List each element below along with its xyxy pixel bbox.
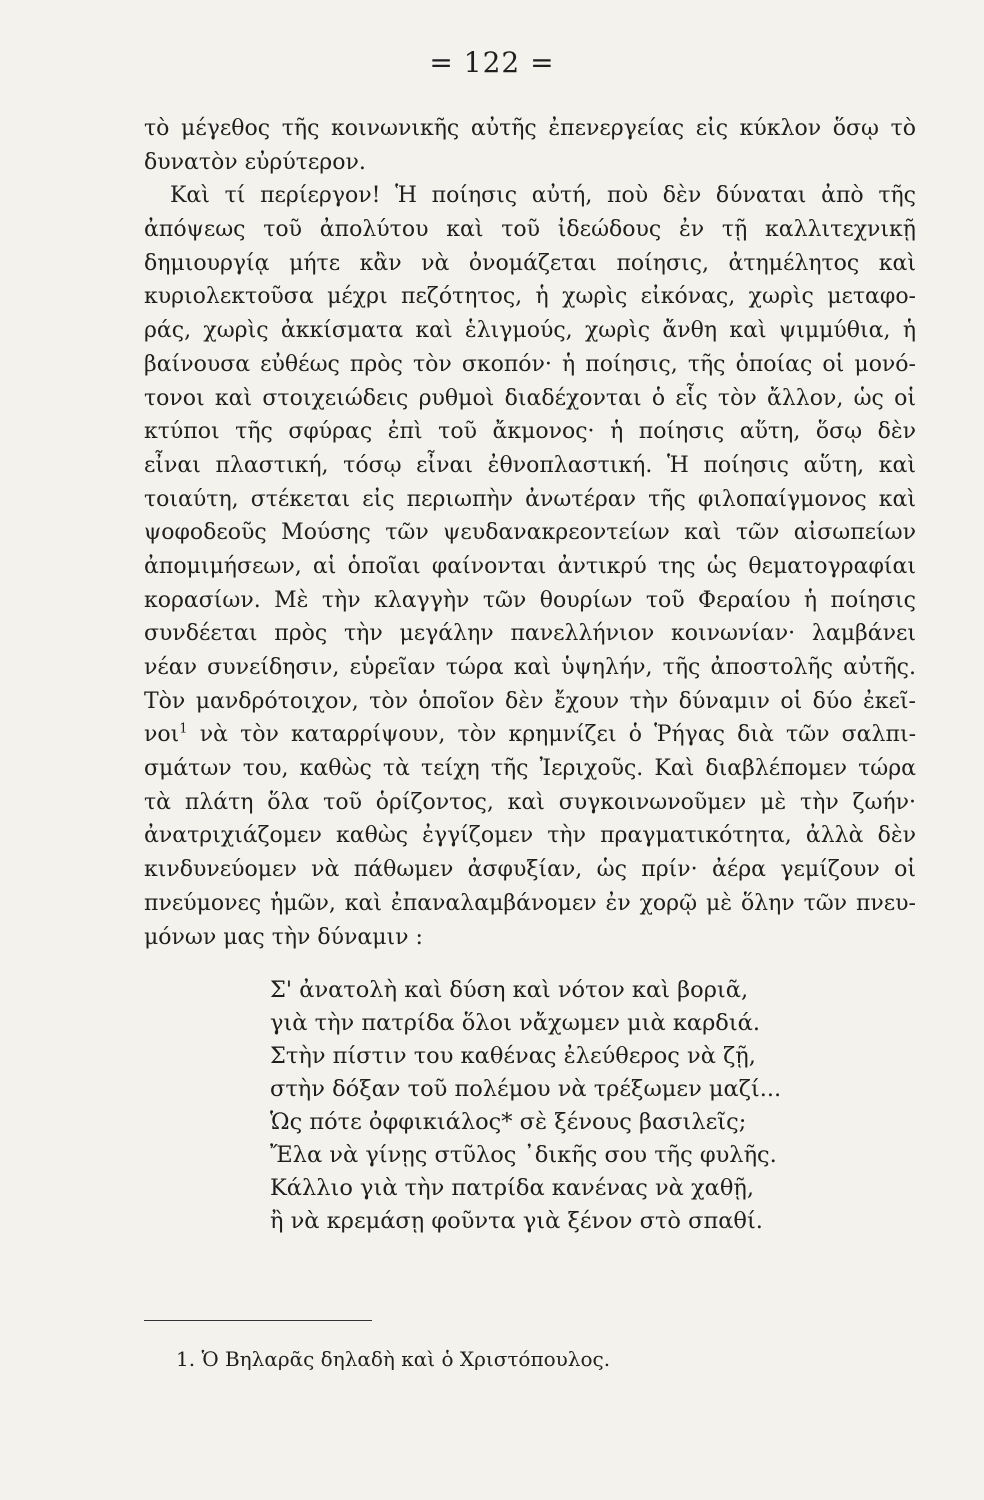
text-line: ψοφοδεοῦς Μούσης τῶν ψευδανακρεοντείων καὶ τῶν αἰσωπείων <box>144 520 916 546</box>
text-line: τονοι καὶ στοιχειώδεις ρυθμοὶ διαδέχονται ὁ εἷς τὸν ἄλλον, ὡς οἱ <box>144 385 916 411</box>
text-line: τὸ μέγεθος τῆς κοινωνικῆς αὐτῆς ἐπενεργείας εἰς κύκλον ὅσῳ τὸ <box>144 116 916 141</box>
text-line: Καὶ τί περίεργον! Ἡ ποίησις αὐτή, ποὺ δὲν δύναται ἀπὸ τῆς <box>170 183 916 209</box>
text-line: νέαν συνείδησιν, εὑρεῖαν τώρα καὶ ὑψηλήν, τῆς ἀποστολῆς αὐτῆς. <box>144 655 916 680</box>
text-line: συνδέεται πρὸς τὴν μεγάλην πανελλήνιον κοινωνίαν· λαμβάνει <box>144 621 916 647</box>
text-line: κινδυνεύομεν νὰ πάθωμεν ἀσφυξίαν, ὡς πρίν· ἀέρα γεμίζουν οἱ <box>144 857 916 883</box>
text-line: δυνατὸν εὐρύτερον. <box>144 149 366 175</box>
poem-line: Σ' ἀνατολὴ καὶ δύση καὶ νότον καὶ βοριᾶ, <box>270 977 749 1003</box>
text-line: ράς, χωρὶς ἀκκίσματα καὶ ἑλιγμούς, χωρὶς ἄνθη καὶ ψιμμύθια, ἡ <box>144 318 916 344</box>
text-line: εἶναι πλαστική, τόσῳ εἶναι ἐθνοπλαστική. Ἡ ποίησις αὕτη, καὶ <box>144 452 916 478</box>
text-line: κορασίων. Μὲ τὴν κλαγγὴν τῶν θουρίων τοῦ Φεραίου ἡ ποίησις <box>144 587 916 613</box>
text-line: Τὸν μανδρότοιχον, τὸν ὁποῖον δὲν ἔχουν τὴν δύναμιν οἱ δύο ἐκεῖ- <box>144 688 916 714</box>
page-number: = 122 = <box>429 46 555 79</box>
poem-line: Ἔλα νὰ γίνῃς στῦλος ᾽δικῆς σου τῆς φυλῆς. <box>270 1142 777 1168</box>
text-line: τὰ πλάτη ὅλα τοῦ ὁρίζοντος, καὶ συγκοινωνοῦμεν μὲ τὴν ζωήν· <box>144 789 916 815</box>
poem-stanza <box>270 974 830 1238</box>
text-line: βαίνουσα εὐθέως πρὸς τὸν σκοπόν· ἡ ποίησις, τῆς ὁποίας οἱ μονό- <box>144 351 916 377</box>
text-line: κυριολεκτοῦσα μέχρι πεζότητος, ἡ χωρὶς εἰκόνας, χωρὶς μεταφο- <box>144 284 916 310</box>
text-line-with-footnote <box>144 718 916 752</box>
body-text <box>144 112 916 954</box>
footnote-divider <box>144 1320 372 1321</box>
poem-line: Ὡς πότε ὀφφικιάλος* σὲ ξένους βασιλεῖς; <box>270 1109 747 1135</box>
footnote: 1. Ὁ Βηλαρᾶς δηλαδὴ καὶ ὁ Χριστόπουλος. <box>176 1347 611 1371</box>
text-fragment: νοι <box>144 722 180 748</box>
footnote-marker: 1 <box>179 722 188 738</box>
poem-line: ἢ νὰ κρεμάσῃ φοῦντα γιὰ ξένον στὸ σπαθί. <box>270 1208 763 1234</box>
text-line: ἀνατριχιάζομεν καθὼς ἐγγίζομεν τὴν πραγματικότητα, ἀλλὰ δὲν <box>144 823 916 849</box>
text-line: σμάτων του, καθὼς τὰ τείχη τῆς Ἰεριχοῦς. Καὶ διαβλέπομεν τώρα <box>144 756 916 782</box>
poem-line: γιὰ τὴν πατρίδα ὅλοι νἄχωμεν μιὰ καρδιά. <box>270 1010 761 1036</box>
text-line: δημιουργίᾳ μήτε κἂν νὰ ὀνομάζεται ποίησις, ἀτημέλητος καὶ <box>144 250 916 276</box>
text-line: πνεύμονες ἡμῶν, καὶ ἐπαναλαμβάνομεν ἐν χορῷ μὲ ὅλην τῶν πνευ- <box>144 890 916 916</box>
text-line: κτύποι τῆς σφύρας ἐπὶ τοῦ ἄκμονος· ἡ ποίησις αὕτη, ὅσῳ δὲν <box>144 419 916 445</box>
text-line: μόνων μας τὴν δύναμιν : <box>144 924 423 950</box>
text-line: ἀπομιμήσεων, αἱ ὁποῖαι φαίνονται ἀντικρύ της ὡς θεματογραφίαι <box>144 553 916 579</box>
poem-line: Κάλλιο γιὰ τὴν πατρίδα κανένας νὰ χαθῇ, <box>270 1175 755 1201</box>
text-line: τοιαύτη, στέκεται εἰς περιωπὴν ἀνωτέραν τῆς φιλοπαίγμονος καὶ <box>144 486 916 512</box>
poem-line: Στὴν πίστιν του καθένας ἐλεύθερος νὰ ζῇ, <box>270 1043 756 1069</box>
poem-line: στὴν δόξαν τοῦ πολέμου νὰ τρέξωμεν μαζί... <box>270 1076 782 1102</box>
text-line: ἀπόψεως τοῦ ἀπολύτου καὶ τοῦ ἰδεώδους ἐν τῇ καλλιτεχνικῇ <box>144 217 916 243</box>
text-fragment: νὰ τὸν καταρρίψουν, τὸν κρημνίζει ὁ Ῥήγας διὰ τῶν σαλπι- <box>199 722 916 748</box>
